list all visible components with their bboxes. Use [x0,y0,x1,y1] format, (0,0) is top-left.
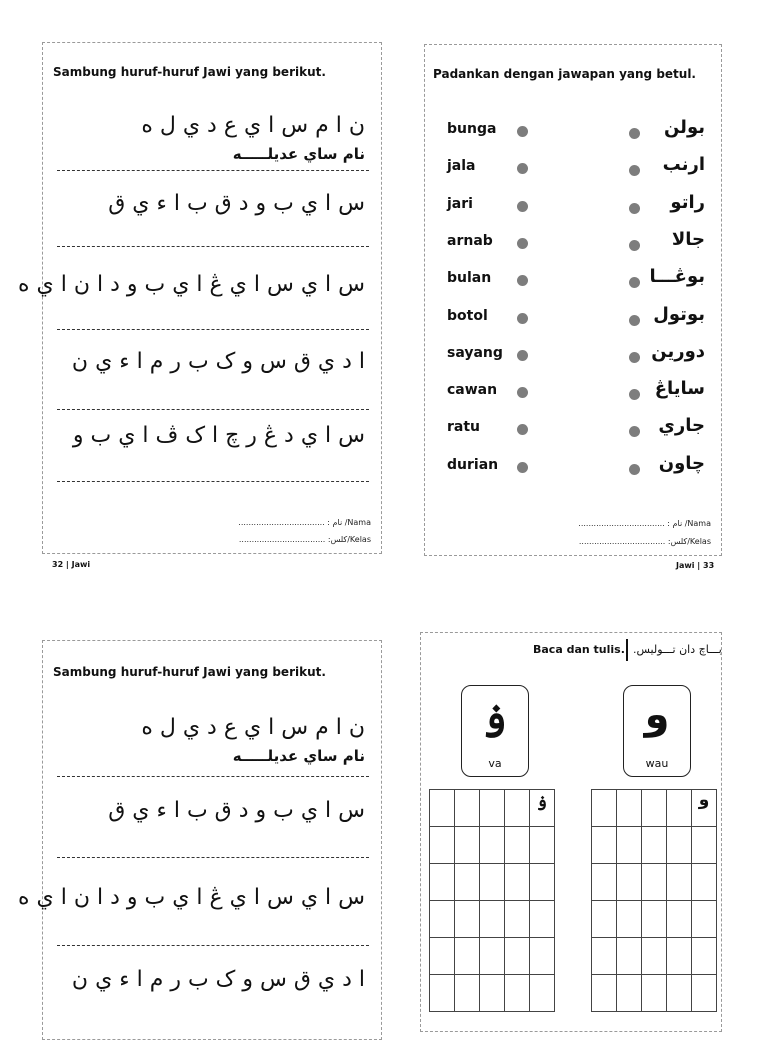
grid-row [592,901,717,938]
match-right-word: راتو [670,191,705,213]
jawi-letters: ا د ي ق س و ک ب ر م ا ء ي ن [71,967,365,992]
grid-cell[interactable] [667,975,692,1012]
grid-row [430,901,555,938]
class-field-label: .................................. :کلس/Kelas [578,537,711,546]
instruction-text: Baca dan tulis. [533,643,625,656]
page-number-value: 32 [52,560,64,569]
grid-cell[interactable] [455,864,480,901]
grid-cell[interactable] [617,790,642,827]
grid-cell[interactable] [505,938,530,975]
grid-cell[interactable] [667,864,692,901]
grid-cell[interactable] [592,790,617,827]
grid-row [430,938,555,975]
match-dot-right[interactable] [629,165,640,176]
grid-cell[interactable] [617,938,642,975]
grid-cell[interactable] [455,975,480,1012]
match-left-word: jala [447,158,476,175]
grid-cell[interactable] [430,975,455,1012]
worksheet-page-sambung-2 [18,640,382,1040]
grid-cell[interactable] [530,975,555,1012]
match-dot-left[interactable] [517,424,528,435]
grid-cell[interactable] [430,827,455,864]
grid-cell[interactable] [455,901,480,938]
letter-name: va [488,757,502,770]
match-left-word: bunga [447,121,497,137]
grid-cell[interactable] [592,975,617,1012]
worksheet-page-baca-tulis [420,632,722,1032]
letter-card-wau [623,685,691,777]
grid-cell[interactable] [530,864,555,901]
match-dot-left[interactable] [517,350,528,361]
worksheet-page-sambung [18,42,382,554]
jawi-letters: ا د ي ق س و ک ب ر م ا ء ي ن [71,349,365,374]
grid-cell[interactable] [505,975,530,1012]
match-dot-left[interactable] [517,201,528,212]
writing-line[interactable] [57,857,369,858]
grid-cell[interactable] [592,938,617,975]
grid-cell[interactable] [455,827,480,864]
grid-row [430,790,555,827]
match-left-word: bulan [447,270,492,287]
match-left-word: cawan [447,382,498,399]
grid-cell[interactable] [642,864,667,901]
match-right-word: ساياڠ [654,378,705,400]
grid-cell[interactable] [642,827,667,864]
writing-line[interactable] [57,246,369,247]
grid-cell[interactable] [692,864,717,901]
instruction-jawi-text: بـــاچ دان تـــوليس. [633,643,722,656]
grid-row [430,827,555,864]
grid-cell[interactable] [642,938,667,975]
match-right-word: ارنب [662,154,705,176]
match-dot-right[interactable] [629,426,640,437]
worksheet-page-padankan [424,44,722,556]
page-number-value: 33 [703,561,715,570]
grid-row [430,975,555,1012]
grid-cell[interactable] [592,864,617,901]
instruction-text: Sambung huruf-huruf Jawi yang berikut. [53,665,326,679]
match-left-word: arnab [447,232,493,249]
grid-cell[interactable] [692,938,717,975]
match-dot-left[interactable] [517,238,528,249]
grid-cell[interactable] [642,790,667,827]
grid-cell[interactable] [692,827,717,864]
match-dot-right[interactable] [629,389,640,400]
jawi-letters: س ا ي س ا ي ڠ ا ي ب و د ا ن ا ي ه [18,272,365,297]
match-right-word: جاري [658,415,705,437]
grid-cell[interactable] [617,827,642,864]
writing-line[interactable] [57,170,369,171]
match-dot-right[interactable] [629,203,640,214]
name-field-label: .................................. : نام /Nama [578,519,711,528]
match-dot-left[interactable] [517,163,528,174]
match-right-word: بوڠـــا [649,266,705,288]
grid-cell[interactable] [530,901,555,938]
grid-row [430,864,555,901]
grid-cell[interactable] [667,901,692,938]
match-right-word: دورين [651,340,705,362]
footer-word: Jawi [676,561,695,570]
match-left-word: sayang [447,344,503,361]
match-left-word: durian [447,456,499,473]
jawi-letters: س ا ي ب و د ق ب ا ء ي ق [108,798,365,823]
grid-cell[interactable] [667,790,692,827]
grid-cell[interactable] [455,790,480,827]
grid-cell-example[interactable]: و [692,790,717,827]
match-left-word: jari [447,195,473,212]
grid-cell[interactable] [455,938,480,975]
match-dot-right[interactable] [629,464,640,475]
writing-line[interactable] [57,329,369,330]
grid-cell[interactable] [692,901,717,938]
match-right-word: جالا [671,228,705,250]
answer-example: نام ساي عديلـــــه [232,145,365,163]
match-left-word: ratu [447,419,481,436]
grid-cell[interactable] [617,975,642,1012]
grid-cell[interactable] [480,790,505,827]
grid-row [592,864,717,901]
grid-cell[interactable] [617,901,642,938]
grid-cell[interactable] [667,938,692,975]
name-field-label: .................................. : نام /Nama [238,518,371,527]
letter-card-va [461,685,529,777]
writing-line[interactable] [57,481,369,482]
match-dot-left[interactable] [517,126,528,137]
grid-cell[interactable] [480,975,505,1012]
grid-cell[interactable] [505,827,530,864]
match-right-word: بوتول [653,303,705,325]
instruction-text: Padankan dengan jawapan yang betul. [433,67,696,81]
match-dot-right[interactable] [629,352,640,363]
match-dot-right[interactable] [629,277,640,288]
match-right-word: چاون [658,452,705,474]
match-dot-left[interactable] [517,275,528,286]
grid-row [592,827,717,864]
writing-grid-wau[interactable] [591,789,717,1012]
match-dot-left[interactable] [517,387,528,398]
grid-cell[interactable] [592,901,617,938]
match-dot-left[interactable] [517,313,528,324]
jawi-letters: ن ا م س ا ي ع د ي ل ه [141,715,365,740]
grid-cell[interactable] [505,790,530,827]
writing-line[interactable] [57,776,369,777]
grid-cell[interactable] [617,864,642,901]
match-dot-right[interactable] [629,240,640,251]
writing-grid-va[interactable] [429,789,555,1012]
grid-cell[interactable] [592,827,617,864]
grid-cell-example[interactable]: ۏ [530,790,555,827]
jawi-letters: ن ا م س ا ي ع د ي ل ه [141,113,365,138]
grid-cell[interactable] [692,975,717,1012]
page-number: Jawi | 33 [676,561,715,570]
grid-cell[interactable] [430,938,455,975]
grid-cell[interactable] [480,864,505,901]
letter-name: wau [645,757,669,770]
grid-cell[interactable] [642,975,667,1012]
grid-row [592,790,717,827]
instruction-divider [626,639,628,661]
jawi-letters: س ا ي س ا ي ڠ ا ي ب و د ا ن ا ي ه [18,885,365,910]
footer-word: Jawi [71,560,91,569]
grid-row [592,975,717,1012]
grid-cell[interactable] [505,901,530,938]
grid-cell[interactable] [530,938,555,975]
jawi-letters: س ا ي د ڠ ر چ ا ک ڤ ا ي ب و [72,423,365,448]
grid-cell[interactable] [642,901,667,938]
writing-line[interactable] [57,409,369,410]
grid-cell[interactable] [480,901,505,938]
grid-cell[interactable] [530,827,555,864]
match-dot-right[interactable] [629,128,640,139]
letter-glyph: و [644,692,670,738]
answer-example: نام ساي عديلـــــه [232,747,365,765]
match-dot-left[interactable] [517,462,528,473]
letter-glyph: ۏ [483,692,507,738]
grid-cell[interactable] [430,864,455,901]
writing-line[interactable] [57,945,369,946]
grid-cell[interactable] [430,790,455,827]
grid-cell[interactable] [480,938,505,975]
match-dot-right[interactable] [629,315,640,326]
jawi-letters: س ا ي ب و د ق ب ا ء ي ق [108,191,365,216]
grid-cell[interactable] [480,827,505,864]
grid-cell[interactable] [430,901,455,938]
match-left-word: botol [447,307,488,324]
grid-cell[interactable] [667,827,692,864]
class-field-label: .................................. :کلس/Kelas [238,535,371,544]
match-right-word: بولن [663,117,705,138]
instruction-text: Sambung huruf-huruf Jawi yang berikut. [53,65,326,79]
grid-cell[interactable] [505,864,530,901]
page-number: 32 | Jawi [52,560,91,569]
grid-row [592,938,717,975]
